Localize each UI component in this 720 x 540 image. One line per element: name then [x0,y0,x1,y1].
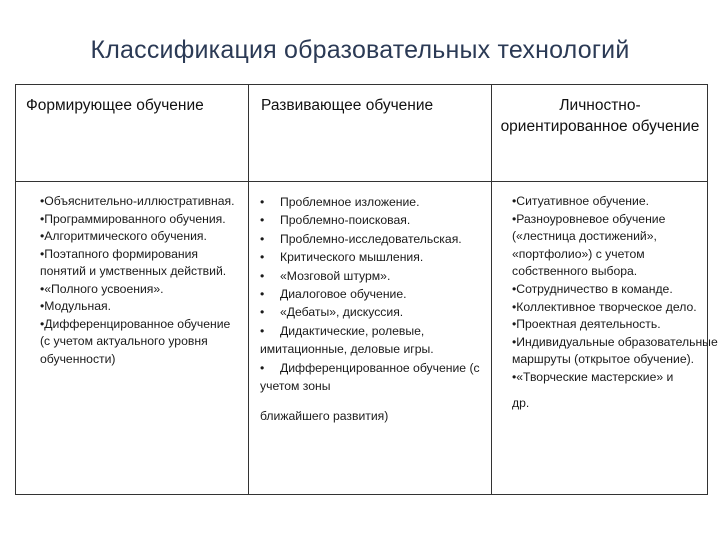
slide-title: Классификация образовательных технологий [90,36,630,64]
list-item: •Поэтапного формирования понятий и умственных действий. [40,246,227,278]
spacer [512,387,718,395]
list-item [260,285,486,303]
bullet-icon: • [260,213,265,228]
list-item: •Программированного обучения. [40,211,226,226]
list-item [260,359,486,396]
list-item-text: др. [512,395,530,410]
bullet-icon: • [260,268,265,283]
list-item: •«Творческие мастерские» и [512,369,674,384]
bullet-icon: • [260,250,265,265]
bullet-icon: • [260,305,265,320]
list-item-text: Критического мышления. [280,250,424,265]
list-item: •Ситуативное обучение. [512,194,650,208]
list-item [260,211,486,229]
list-item-text: Проблемно-поисковая. [280,213,411,228]
list-item [512,387,718,413]
list-item [260,248,486,266]
list-item: •Проектная деятельность. [512,317,661,332]
list-item: •Алгоритмического обучения. [40,229,207,243]
spacer [260,395,486,407]
list-item: •Разноуровневое обучение («лестница достижений», «портфолио») с учетом собственного выбора. [512,211,666,279]
header-divider [16,181,707,182]
bullet-icon: • [260,231,265,246]
list-item [260,303,486,321]
column-divider-2 [491,85,492,494]
list-item: •Коллективное творческое дело. [512,299,697,314]
list-item-text: «Мозговой штурм». [280,268,391,283]
header-forming: Формирующее обучение [26,97,204,114]
bullet-icon: • [260,195,265,209]
list-item: •Сотрудничество в команде. [512,281,673,296]
bullet-icon: • [260,323,265,338]
bullet-icon: • [260,360,265,375]
list-item-text: Диалоговое обучение. [280,287,407,302]
classification-table [15,84,718,495]
column-personal [512,193,718,412]
list-item [260,395,486,425]
column-divider-1 [248,85,249,494]
list-item-text: Проблемное изложение. [280,195,420,209]
column-developing [260,193,486,426]
list-item: •«Полного усвоения». [40,281,164,296]
bullet-icon: • [260,287,265,302]
list-item [260,230,486,248]
list-item: •Модульная. [40,299,111,313]
list-item: •Объяснительно-иллюстративная. [40,194,235,208]
list-item-text: ближайшего развития) [260,409,389,424]
list-item-text: «Дебаты», дискуссия. [280,305,404,320]
list-item [260,193,486,211]
header-developing: Развивающее обучение [261,97,434,114]
list-item-text: Дифференцированное обучение (с учетом зоны [260,360,480,394]
list-item [260,322,486,359]
list-item-text: Проблемно-исследовательская. [280,231,462,246]
column-forming [40,193,238,368]
list-item: •Дифференцированное обучение (с учетом актуального уровня обученности) [40,316,231,366]
list-item: •Индивидуальные образовательные маршруты (открытое обучение). [512,334,718,367]
list-item [260,267,486,285]
header-personal: Личностно-ориентированное обучение [500,97,700,135]
list-item-text: Дидактические, ролевые, имитационные, деловые игры. [260,323,434,357]
